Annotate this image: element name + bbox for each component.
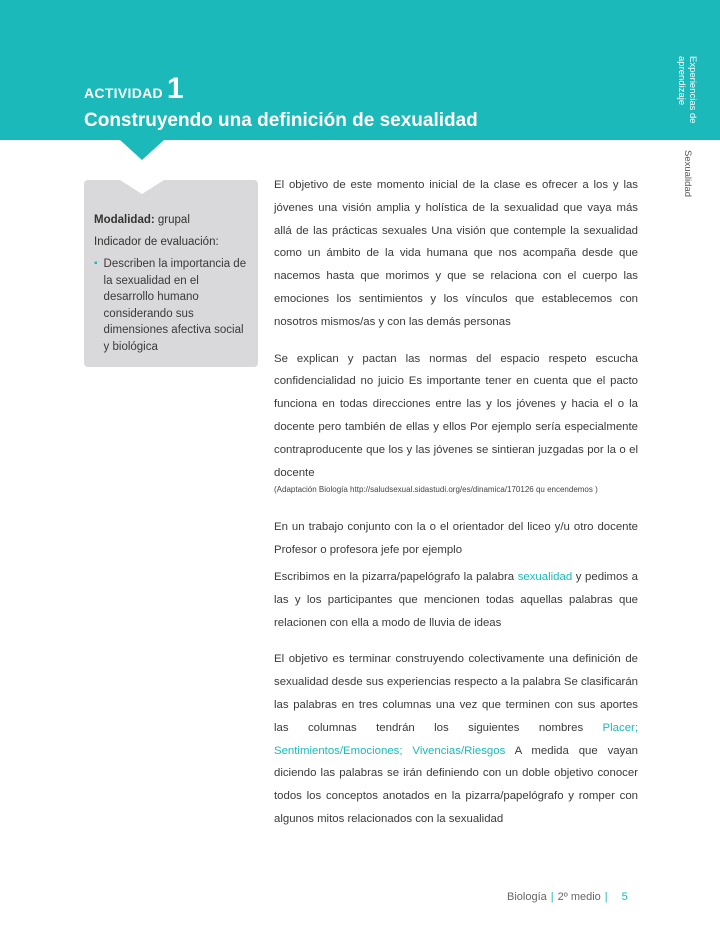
activity-label: ACTIVIDAD [84, 85, 163, 101]
indicator-list [94, 256, 250, 355]
paragraph-joint-work: En un trabajo conjunto con la o el orientador del liceo y/u otro docente Profesor o profesora jefe por ejemplo [274, 521, 638, 557]
modalidad-value: grupal [157, 214, 190, 226]
side-tab-topic: Sexualidad [682, 150, 693, 198]
side-tab-section: Experiencias de aprendizaje [676, 56, 698, 124]
highlight-word: sexualidad [517, 570, 573, 583]
footer-grade: 2º medio [557, 891, 601, 903]
list-item [94, 256, 250, 355]
box-notch [120, 180, 164, 194]
activity-heading [84, 72, 184, 106]
paragraph-classification [274, 648, 638, 830]
text: y pedimos a las y los participantes que mencionen todas aquellas palabras que relacionen con ella a modo de lluvia de ideas [274, 570, 638, 629]
paragraph-brainstorm [274, 566, 638, 634]
citation: (Adaptación Biología http://saludsexual.sidastudi.org/es/dinamica/170126 qu encendemos ) [274, 485, 598, 495]
info-box [84, 180, 258, 367]
header-notch [120, 140, 164, 160]
bullet-icon: ▪ [94, 258, 98, 269]
footer-subject: Biología [507, 891, 547, 903]
text: A medida que vayan diciendo las palabras se irán definiendo con un doble objetivo conocer todos los conceptos anotados en la pizarra/papelógrafo y romper con algunos mitos relacionados con la sexualidad [274, 744, 638, 825]
divider: | [550, 891, 554, 903]
page-number: 5 [621, 891, 628, 903]
main-column [274, 174, 638, 831]
modalidad-label: Modalidad: [94, 214, 155, 226]
text: El objetivo es terminar construyendo colectivamente una definición de sexualidad desde sus experiencias respecto a la palabra Se clasificarán las palabras en tres columnas una vez que terminen con sus aportes las columnas tendrán los siguientes nombres [274, 653, 638, 734]
indicator-text: Describen la importancia de la sexualidad en el desarrollo humano considerando sus dimensiones afectiva social y biológica [103, 258, 247, 353]
highlight-columns: Placer; Sentimientos/Emociones; Vivencias/Riesgos [274, 721, 638, 757]
modalidad [94, 212, 250, 228]
divider: | [604, 891, 608, 903]
paragraph-objective: El objetivo de este momento inicial de la clase es ofrecer a los y las jóvenes una visión amplia y holística de la sexualidad que vaya más allá de las prácticas sexuales Una visión que contemple la sexualidad como un ámbito de la vida humana que nos acompaña desde que nacemos hasta que morimos y que se relaciona con el cuerpo las emociones los sentimientos y los vínculos que establecemos con nosotros mismos/as y con las demás personas [274, 179, 638, 328]
paragraph-norms: Se explican y pactan las normas del espacio respeto escucha confidencialidad no juicio Es importante tener en cuenta que el pacto funciona en todas direcciones entre las y los jóvenes y hacia el o la docente pero también de ellas y ellos Por ejemplo sería especialmente contraproducente que los y las jóvenes se sintieran juzgadas por la o el docente [274, 352, 638, 479]
footer [507, 891, 628, 903]
indicador-label: Indicador de evaluación: [94, 236, 219, 248]
page-title: Construyendo una definición de sexualidad [84, 110, 478, 131]
text: Escribimos en la pizarra/papelógrafo la palabra [274, 570, 518, 583]
activity-number: 1 [166, 72, 184, 105]
